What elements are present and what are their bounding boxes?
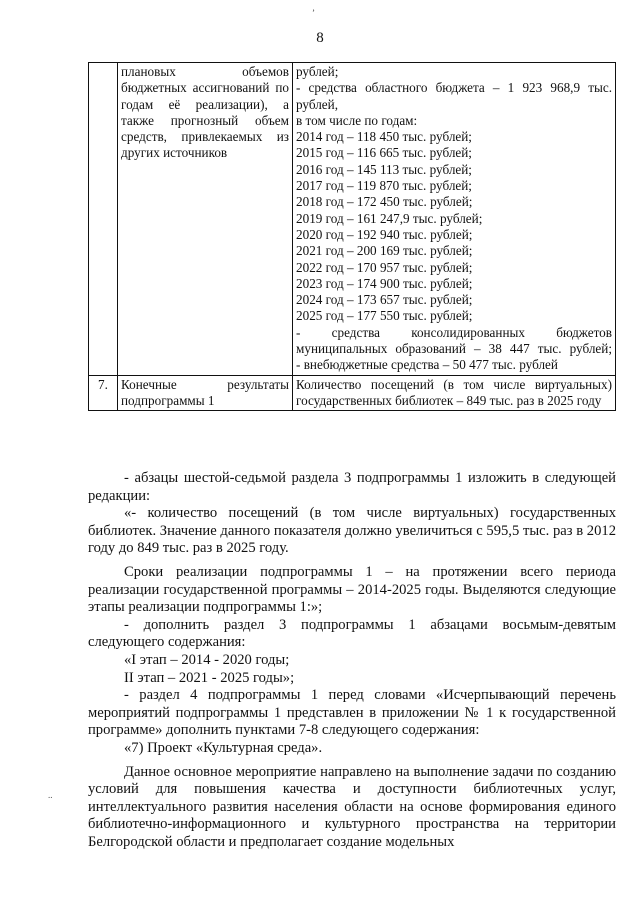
financing-line: - внебюджетные средства – 50 477 тыс. рублей — [296, 357, 558, 373]
financing-line: 2025 год – 177 550 тыс. рублей; — [296, 308, 473, 324]
program-passport-table — [88, 62, 616, 411]
financing-line: рублей; — [296, 64, 339, 79]
financing-line: 2015 год – 116 665 тыс. рублей; — [296, 145, 472, 161]
paragraph: Данное основное мероприятие направлено на выполнение задачи по созданию условий для повышения качества и доступности библиотечных услуг, интеллектуального развития населения области на основе формирования единого библиотечно-информационного и культурного пространства на территории Белгородской области и предполагает создание модельных — [88, 763, 616, 850]
financing-line: 2019 год – 161 247,9 тыс. рублей; — [296, 210, 483, 226]
row-number-cell: 7. — [89, 375, 118, 411]
financing-line: 2016 год – 145 113 тыс. рублей; — [296, 161, 472, 177]
paragraph: - абзацы шестой-седьмой раздела 3 подпрограммы 1 изложить в следующей редакции: — [88, 470, 616, 504]
table-row-results — [89, 375, 616, 411]
table-row-financing — [89, 63, 616, 376]
financing-line: - средства областного бюджета – 1 923 968,9 тыс. рублей, — [296, 80, 612, 112]
results-value-cell: Количество посещений (в том числе виртуальных) государственных библиотек – 849 тыс. раз в 2025 году — [293, 375, 616, 411]
paragraph: - дополнить раздел 3 подпрограммы 1 абзацами восьмым-девятым следующего содержания: — [88, 616, 616, 651]
row-name-cell: плановых объемов бюджетных ассигнований по годам её реализации), а также прогнозный объем средств, привлекаемых из других источников — [118, 63, 293, 376]
financing-line: в том числе по годам: — [296, 112, 418, 128]
paragraph: «7) Проект «Культурная среда». — [124, 739, 323, 756]
paragraph: «I этап – 2014 - 2020 годы; — [124, 651, 290, 668]
financing-line: 2020 год – 192 940 тыс. рублей; — [296, 226, 473, 242]
financing-line: 2022 год – 170 957 тыс. рублей; — [296, 259, 473, 275]
row-name-cell: Конечные результаты подпрограммы 1 — [118, 375, 293, 411]
financing-line: 2018 год – 172 450 тыс. рублей; — [296, 194, 473, 210]
financing-values-cell — [293, 63, 616, 376]
financing-line: 2014 год – 118 450 тыс. рублей; — [296, 129, 472, 145]
scan-mark: ʼ — [312, 8, 315, 18]
paragraph: «- количество посещений (в том числе виртуальных) государственных библиотек. Значение данного показателя должно увеличиться с 595,5 тыс. раз в 2012 году до 849 тыс. раз в 2025 году. — [88, 505, 616, 557]
paragraph: Сроки реализации подпрограммы 1 – на протяжении всего периода реализации государственной программы – 2014-2025 годы. Выделяются следующие этапы реализации подпрограммы 1:»; — [88, 563, 616, 616]
paragraph: II этап – 2021 - 2025 годы»; — [124, 669, 295, 686]
row-number-cell — [89, 63, 118, 376]
amendment-text — [88, 470, 616, 851]
financing-line: - средства консолидированных бюджетов муниципальных образований – 38 447 тыс. рублей; — [296, 324, 612, 357]
financing-line: 2024 год – 173 657 тыс. рублей; — [296, 292, 473, 308]
scan-mark: .. — [48, 790, 53, 800]
financing-line: 2021 год – 200 169 тыс. рублей; — [296, 243, 473, 259]
financing-line: 2017 год – 119 870 тыс. рублей; — [296, 178, 472, 194]
paragraph: - раздел 4 подпрограммы 1 перед словами «Исчерпывающий перечень мероприятий подпрограммы 1 представлен в приложении № 1 к государственной программе» дополнить пунктами 7-8 следующего содержания: — [88, 687, 616, 739]
page-number: 8 — [316, 30, 324, 46]
financing-line: 2023 год – 174 900 тыс. рублей; — [296, 275, 473, 291]
